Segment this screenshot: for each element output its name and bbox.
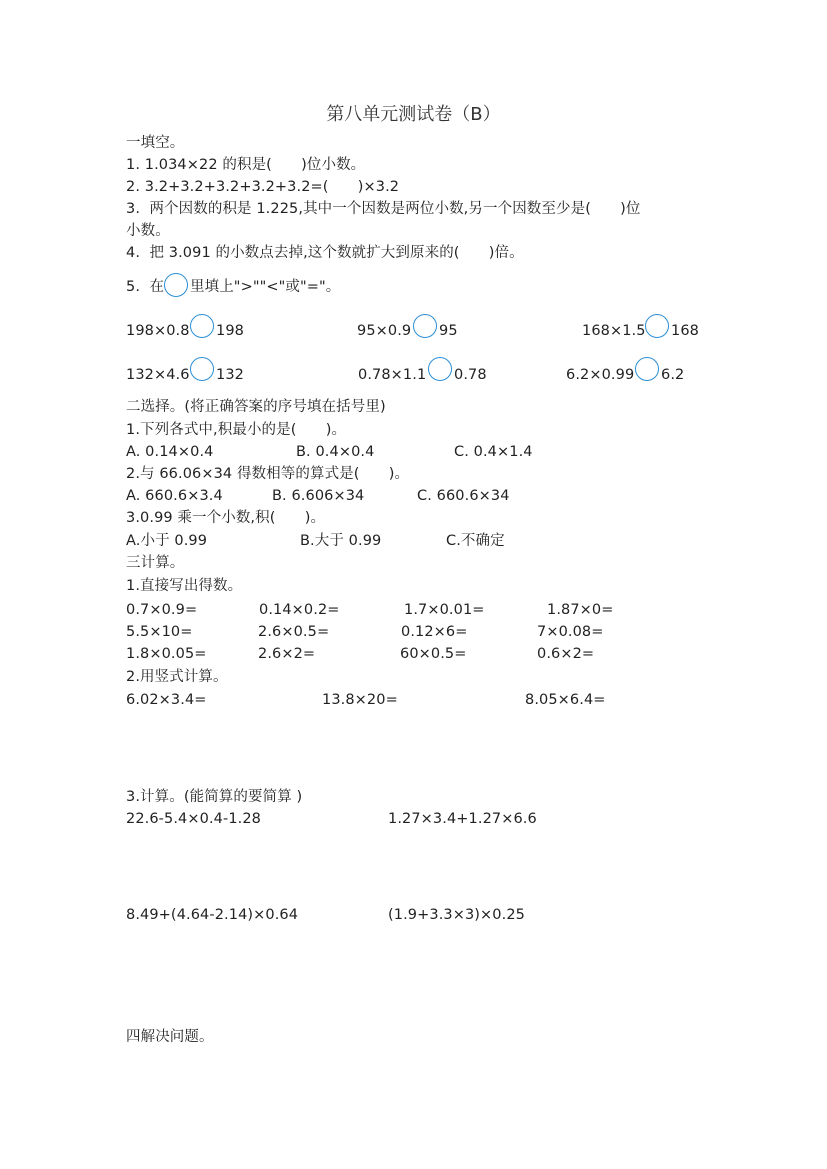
oral-calc-item: 0.7×0.9= — [126, 602, 198, 618]
oral-calc-item: 5.5×10= — [126, 624, 193, 640]
simplify-calc-item: 1.27×3.4+1.27×6.6 — [388, 811, 537, 827]
oral-calc-subheading: 1.直接写出得数。 — [126, 578, 243, 594]
compare-right: 168 — [671, 323, 699, 339]
section1-heading: 一填空。 — [126, 135, 185, 151]
fill-question-5-prefix: 5. 在 — [126, 279, 165, 295]
simplify-calc-subheading: 3.计算。(能简算的要简算 ) — [126, 789, 303, 805]
vertical-calc-item: 6.02×3.4= — [126, 692, 207, 708]
compare-left: 132×4.6 — [126, 367, 190, 383]
simplify-calc-item: 8.49+(4.64-2.14)×0.64 — [126, 907, 299, 923]
fill-question-3: 3. 两个因数的积是 1.225,其中一个因数是两位小数,另一个因数至少是( )位 — [126, 201, 641, 217]
vertical-calc-subheading: 2.用竖式计算。 — [126, 669, 228, 685]
oral-calc-item: 1.8×0.05= — [126, 646, 207, 662]
simplify-calc-item: 22.6-5.4×0.4-1.28 — [126, 811, 262, 827]
section3-heading: 三计算。 — [126, 555, 185, 571]
choice-option-c: C. 0.4×1.4 — [454, 444, 533, 460]
compare-left: 168×1.5 — [582, 323, 646, 339]
compare-right: 198 — [216, 323, 244, 339]
compare-circle[interactable] — [413, 314, 437, 338]
choice-option-a: A. 660.6×3.4 — [126, 488, 223, 504]
fill-question-2: 2. 3.2+3.2+3.2+3.2+3.2=( )×3.2 — [126, 179, 400, 195]
oral-calc-item: 0.6×2= — [537, 646, 595, 662]
choice-option-a: A. 0.14×0.4 — [126, 444, 214, 460]
choice-option-b: B.大于 0.99 — [300, 533, 382, 549]
choice-option-b: B. 0.4×0.4 — [296, 444, 375, 460]
choice-option-a: A.小于 0.99 — [126, 533, 208, 549]
compare-circle[interactable] — [428, 357, 452, 381]
choice-question-2: 2.与 66.06×34 得数相等的算式是( )。 — [126, 466, 410, 482]
oral-calc-item: 2.6×2= — [258, 646, 316, 662]
fill-question-1: 1. 1.034×22 的积是( )位小数。 — [126, 157, 366, 173]
vertical-calc-item: 8.05×6.4= — [525, 692, 606, 708]
oral-calc-item: 2.6×0.5= — [258, 624, 330, 640]
choice-question-3: 3.0.99 乘一个小数,积( )。 — [126, 510, 326, 526]
compare-circle[interactable] — [190, 314, 214, 338]
oral-calc-item: 0.14×0.2= — [259, 602, 340, 618]
section2-heading: 二选择。(将正确答案的序号填在括号里) — [126, 399, 386, 415]
oral-calc-item: 1.7×0.01= — [404, 602, 485, 618]
oral-calc-item: 60×0.5= — [400, 646, 467, 662]
compare-circle-example — [164, 273, 188, 297]
fill-question-3-cont: 小数。 — [126, 223, 170, 239]
compare-left: 95×0.9 — [357, 323, 412, 339]
choice-option-b: B. 6.606×34 — [272, 488, 365, 504]
compare-right: 132 — [216, 367, 244, 383]
compare-right: 95 — [439, 323, 458, 339]
compare-left: 0.78×1.1 — [358, 367, 427, 383]
simplify-calc-item: (1.9+3.3×3)×0.25 — [388, 907, 525, 923]
section4-heading: 四解决问题。 — [126, 1029, 214, 1045]
compare-circle[interactable] — [645, 314, 669, 338]
fill-question-5-suffix: 里填上">""<"或"="。 — [190, 279, 341, 295]
oral-calc-item: 1.87×0= — [547, 602, 614, 618]
compare-circle[interactable] — [190, 357, 214, 381]
vertical-calc-item: 13.8×20= — [322, 692, 398, 708]
page-title: 第八单元测试卷（B） — [326, 104, 501, 125]
compare-left: 198×0.8 — [126, 323, 190, 339]
compare-left: 6.2×0.99 — [566, 367, 635, 383]
choice-option-c: C.不确定 — [446, 533, 505, 549]
oral-calc-item: 7×0.08= — [537, 624, 604, 640]
compare-circle[interactable] — [635, 357, 659, 381]
compare-right: 0.78 — [454, 367, 487, 383]
fill-question-4: 4. 把 3.091 的小数点去掉,这个数就扩大到原来的( )倍。 — [126, 245, 524, 261]
choice-option-c: C. 660.6×34 — [417, 488, 510, 504]
oral-calc-item: 0.12×6= — [401, 624, 468, 640]
compare-right: 6.2 — [661, 367, 685, 383]
choice-question-1: 1.下列各式中,积最小的是( )。 — [126, 422, 347, 438]
